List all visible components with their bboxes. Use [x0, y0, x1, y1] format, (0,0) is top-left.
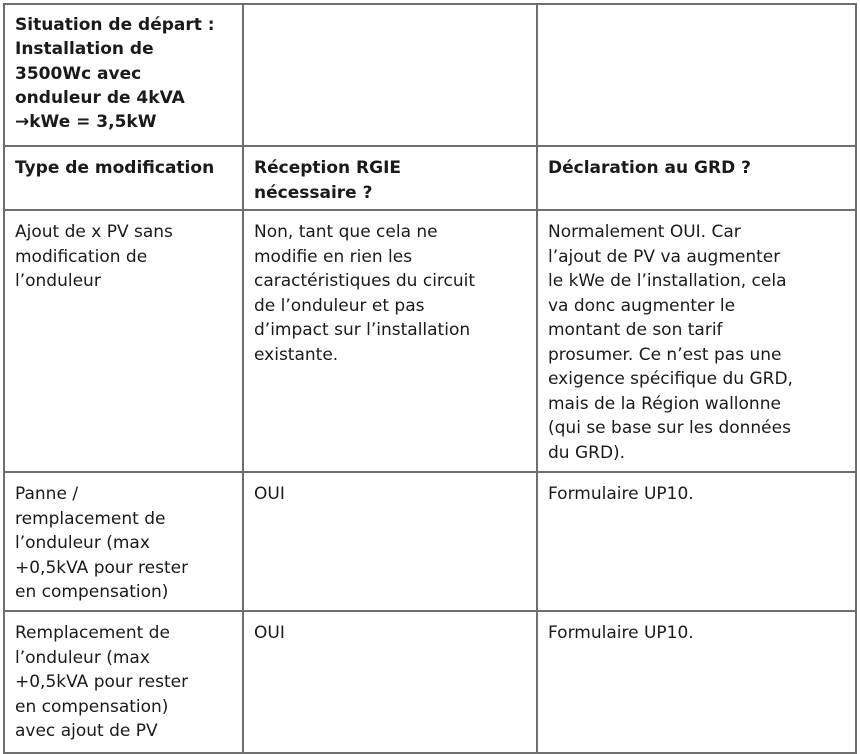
modification-table	[3, 3, 857, 754]
cell-declaration: Formulaire UP10.	[537, 472, 856, 611]
table-row	[4, 472, 856, 611]
situation-cell: Situation de départ : Installation de 3500Wc avec onduleur de 4kVA →kWe = 3,5kW	[4, 4, 243, 146]
cell-declaration: Normalement OUI. Car l’ajout de PV va augmenter le kWe de l’installation, cela va donc augmenter le montant de son tarif prosumer. Ce n’est pas une exigence spécifique du GRD, mais de la Région wallonne (qui se base sur les données du GRD).	[537, 210, 856, 472]
table-row	[4, 210, 856, 472]
cell-type: Remplacement de l’onduleur (max +0,5kVA pour rester en compensation) avec ajout de PV	[4, 611, 243, 753]
cell-reception: OUI	[243, 472, 537, 611]
situation-empty-cell-3	[537, 4, 856, 146]
situation-row	[4, 4, 856, 146]
cell-type: Ajout de x PV sans modification de l’onduleur	[4, 210, 243, 472]
header-row	[4, 146, 856, 210]
header-type: Type de modification	[4, 146, 243, 210]
table-row	[4, 611, 856, 753]
cell-reception: Non, tant que cela ne modifie en rien les caractéristiques du circuit de l’onduleur et pas d’impact sur l’installation existante.	[243, 210, 537, 472]
situation-empty-cell-2	[243, 4, 537, 146]
cell-type: Panne / remplacement de l’onduleur (max +0,5kVA pour rester en compensation)	[4, 472, 243, 611]
header-reception: Réception RGIE nécessaire ?	[243, 146, 537, 210]
cell-reception: OUI	[243, 611, 537, 753]
header-declaration: Déclaration au GRD ?	[537, 146, 856, 210]
cell-declaration: Formulaire UP10.	[537, 611, 856, 753]
